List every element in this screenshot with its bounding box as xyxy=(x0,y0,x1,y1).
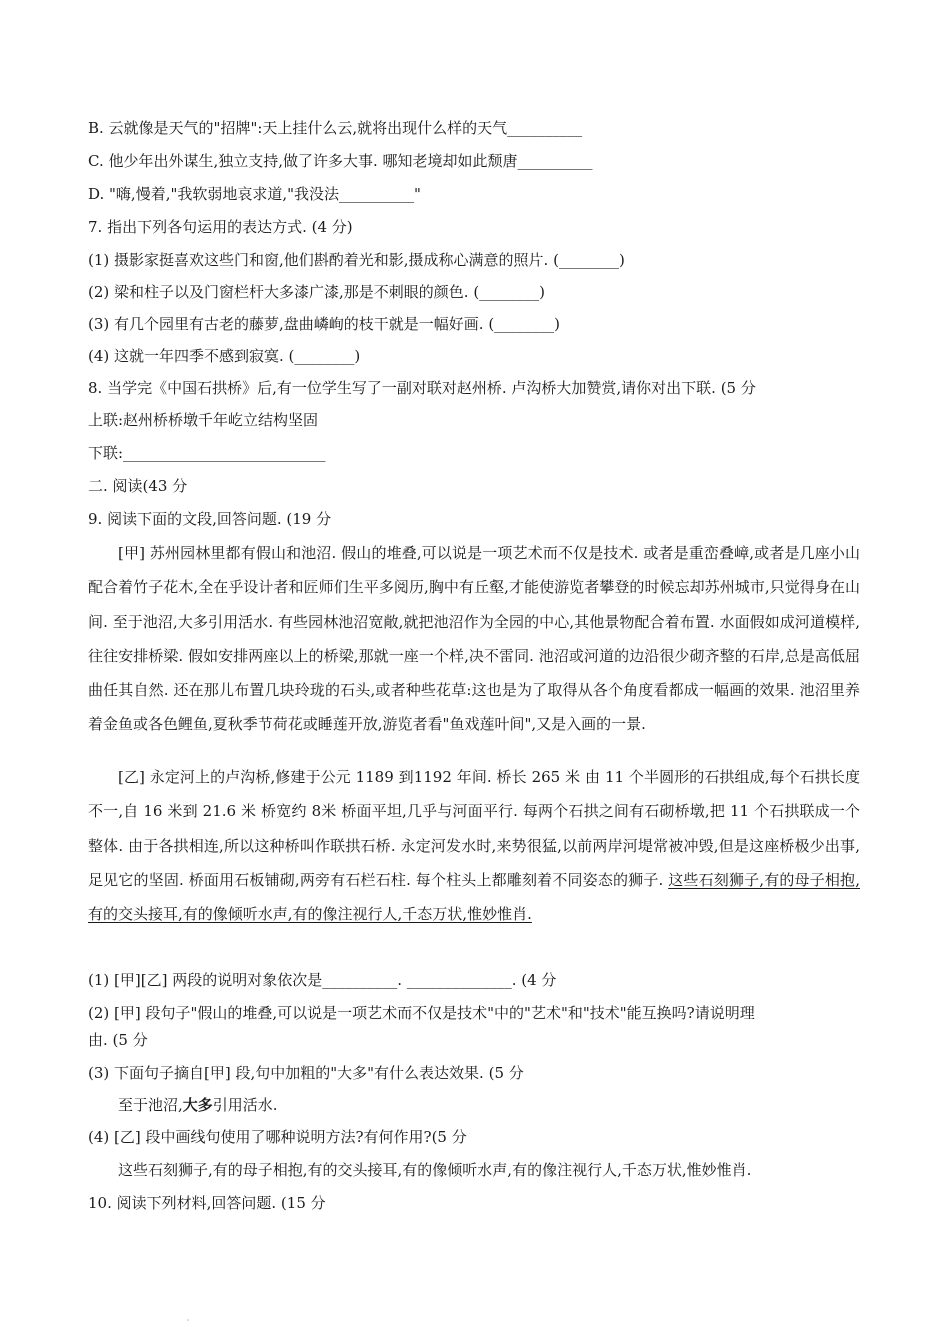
passage-yi-text: [乙] 永定河上的卢沟桥,修建于公元 1189 到1192 年间. 桥长 265 米 由 11 个半圆形的石拱组成,每个石拱长度不一,自 16 米到 21.6 米 桥宽约 8米 桥面平坦,几乎与河面平行. 每两个石拱之间有石砌桥墩,把 11 个石拱联成一个整体. 由于各拱相连,所以这种桥叫作联拱石桥. 永定河发水时,来势很猛,以前两岸河堤常被冲毁,但是这座桥极少出事,足见它的坚固. 桥面用石板铺砌,两旁有石栏石柱. 每个柱头上都雕刻着不同姿态的狮子. xyxy=(88,768,860,889)
question-9-3-quote: 至于池沼,大多引用活水. xyxy=(118,1096,278,1114)
question-7-1: (1) 摄影家挺喜欢这些门和窗,他们斟酌着光和影,摄成称心满意的照片. (________) xyxy=(88,251,625,269)
question-9: 9. 阅读下面的文段,回答问题. (19 分 xyxy=(88,510,332,528)
question-9-2-cont: 由. (5 分 xyxy=(88,1031,148,1049)
option-b: B. 云就像是天气的"招牌":天上挂什么云,就将出现什么样的天气__________ xyxy=(88,119,583,137)
question-9-3: (3) 下面句子摘自[甲] 段,句中加粗的"大多"有什么表达效果. (5 分 xyxy=(88,1064,524,1082)
couplet-lower: 下联:___________________________ xyxy=(88,444,326,462)
bold-word: 大多 xyxy=(182,1096,213,1114)
question-9-1: (1) [甲][乙] 两段的说明对象依次是__________. ______________. (4 分 xyxy=(88,971,557,989)
question-10: 10. 阅读下列材料,回答问题. (15 分 xyxy=(88,1194,326,1212)
question-8: 8. 当学完《中国石拱桥》后,有一位学生写了一副对联对赵州桥. 卢沟桥大加赞赏,请你对出下联. (5 分 xyxy=(88,379,756,397)
question-9-2: (2) [甲] 段句子"假山的堆叠,可以说是一项艺术而不仅是技术"中的"艺术"和"技术"能互换吗?请说明理 xyxy=(88,1004,755,1022)
passage-jia: [甲] 苏州园林里都有假山和池沼. 假山的堆叠,可以说是一项艺术而不仅是技术. 或者是重峦叠嶂,或者是几座小山配合着竹子花木,全在乎设计者和匠师们生平多阅历,胸中有丘壑,才能使游览者攀登的时候忘却苏州城市,只觉得身在山间. 至于池沼,大多引用活水. 有些园林池沼宽敞,就把池沼作为全园的中心,其他景物配合着布置. 水面假如成河道模样,往往安排桥梁. 假如安排两座以上的桥梁,那就一座一个样,决不雷同. 池沼或河道的边沿很少砌齐整的石岸,总是高低屈曲任其自然. 还在那儿布置几块玲珑的石头,或者种些花草:这也是为了取得从各个角度看都成一幅画的效果. 池沼里养着金鱼或各色鲤鱼,夏秋季节荷花或睡莲开放,游览者看"鱼戏莲叶间",又是入画的一景. xyxy=(88,544,860,734)
section-2-heading: 二. 阅读(43 分 xyxy=(88,477,188,495)
question-7-3: (3) 有几个园里有古老的藤萝,盘曲嶙峋的枝干就是一幅好画. (________) xyxy=(88,315,561,333)
passage-yi xyxy=(88,760,860,931)
option-c: C. 他少年出外谋生,独立支持,做了许多大事. 哪知老境却如此颓唐__________ xyxy=(88,152,593,170)
question-7-2: (2) 梁和柱子以及门窗栏杆大多漆广漆,那是不刺眼的颜色. (________) xyxy=(88,283,546,301)
passage-yi-underlined-sentence: 这些石刻狮子,有的母子相抱,有的交头接耳,有的像倾听水声,有的像注视行人,千态万状,惟妙惟肖. xyxy=(88,870,860,924)
page-dot-mark xyxy=(186,1318,190,1322)
question-9-4: (4) [乙] 段中画线句使用了哪种说明方法?有何作用?(5 分 xyxy=(88,1128,467,1146)
question-9-4-quote: 这些石刻狮子,有的母子相抱,有的交头接耳,有的像倾听水声,有的像注视行人,千态万状,惟妙惟肖. xyxy=(118,1161,752,1179)
couplet-upper: 上联:赵州桥桥墩千年屹立结构坚固 xyxy=(88,411,319,429)
question-7: 7. 指出下列各句运用的表达方式. (4 分) xyxy=(88,218,353,236)
option-d: D. "嗨,慢着,"我软弱地哀求道,"我没法__________" xyxy=(88,185,421,203)
question-7-4: (4) 这就一年四季不感到寂寞. (________) xyxy=(88,347,361,365)
